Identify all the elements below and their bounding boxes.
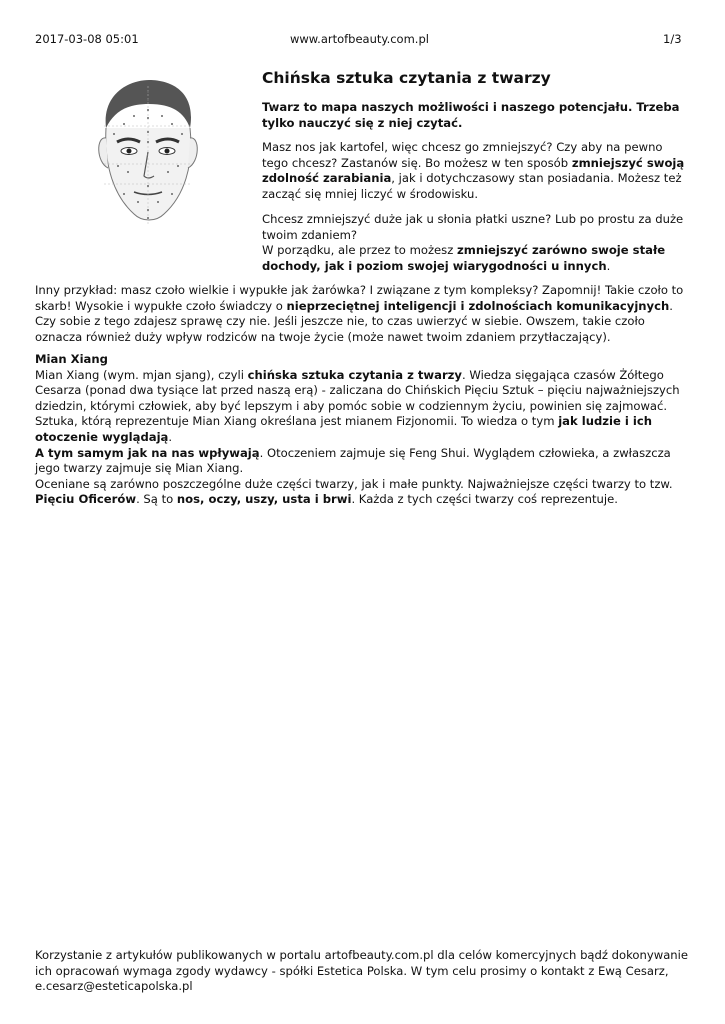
- paragraph-ears: Chcesz zmniejszyć duże jak u słonia płatki uszne? Lub po prostu za duże twoim zdaniem? W porządku, ale przez to możesz zmniejszyć zarówno swoje stałe dochody, jak i poziom swojej wiarygodności u innych.: [262, 212, 684, 273]
- face-map-illustration: [84, 76, 214, 234]
- paragraph-forehead: Inny przykład: masz czoło wielkie i wypukłe jak żarówka? I związane z tym kompleksy? Zapomnij! Takie czoło to skarb! Wysokie i wypukłe czoło świadczy o nieprzeciętnej inteligencji i zdolnościach komunikacyjnych. Czy sobie z tego zdajesz sprawę czy nie. Jeśli jeszcze nie, to czas uwierzyć w siebie. Owszem, takie czoło oznacza również duży wpływ rodziców na twoje życie (może nawet twoim zdaniem przytłaczający).: [35, 283, 684, 344]
- paragraph-nose: Masz nos jak kartofel, więc chcesz go zmniejszyć? Czy aby na pewno tego chcesz? Zastanów się. Bo możesz w ten sposób zmniejszyć swoją zdolność zarabiania, jak i dotychczasowy stan posiadania. Możesz też zacząć się mniej liczyć w środowisku.: [262, 140, 685, 201]
- page-number: 1/3: [663, 32, 682, 46]
- article-lead: Twarz to mapa naszych możliwości i naszego potencjału. Trzeba tylko nauczyć się z niej czytać.: [262, 100, 680, 130]
- article-title: Chińska sztuka czytania z twarzy: [262, 69, 551, 87]
- section-mian-xiang: Mian Xiang Mian Xiang (wym. mjan sjang), czyli chińska sztuka czytania z twarzy. Wiedza sięgająca czasów Żółtego Cesarza (ponad dwa tysiące lat przed naszą erą) - zaliczana do Chińskich Pięciu Sztuk – pięciu najważniejszych dziedzin, którymi człowiek, aby być lepszym i aby pomóc sobie w codziennym życiu, powinien się zajmować. Sztuka, którą reprezentuje Mian Xiang określana jest mianem Fizjonomii. To wiedza o tym jak ludzie i ich otoczenie wyglądają. A tym samym jak na nas wpływają. Otoczeniem zajmuje się Feng Shui. Wyglądem człowieka, a zwłaszcza jego twarzy zajmuje się Mian Xiang. Oceniane są zarówno poszczególne duże części twarzy, jak i małe punkty. Najważniejsze części twarzy to tzw. Pięciu Oficerów. Są to nos, oczy, uszy, usta i brwi. Każda z tych części twarzy coś reprezentuje.: [35, 352, 680, 507]
- copyright-footer: Korzystanie z artykułów publikowanych w portalu artofbeauty.com.pl dla celów komercyjnych bądź dokonywanie ich opracowań wymaga zgody wydawcy - spółki Estetica Polska. W tym celu prosimy o kontakt z Ewą Cesarz, e.cesarz@esteticapolska.pl: [35, 948, 689, 994]
- section-heading: Mian Xiang: [35, 352, 108, 366]
- print-datetime: 2017-03-08 05:01: [35, 32, 139, 46]
- site-url: www.artofbeauty.com.pl: [290, 32, 429, 46]
